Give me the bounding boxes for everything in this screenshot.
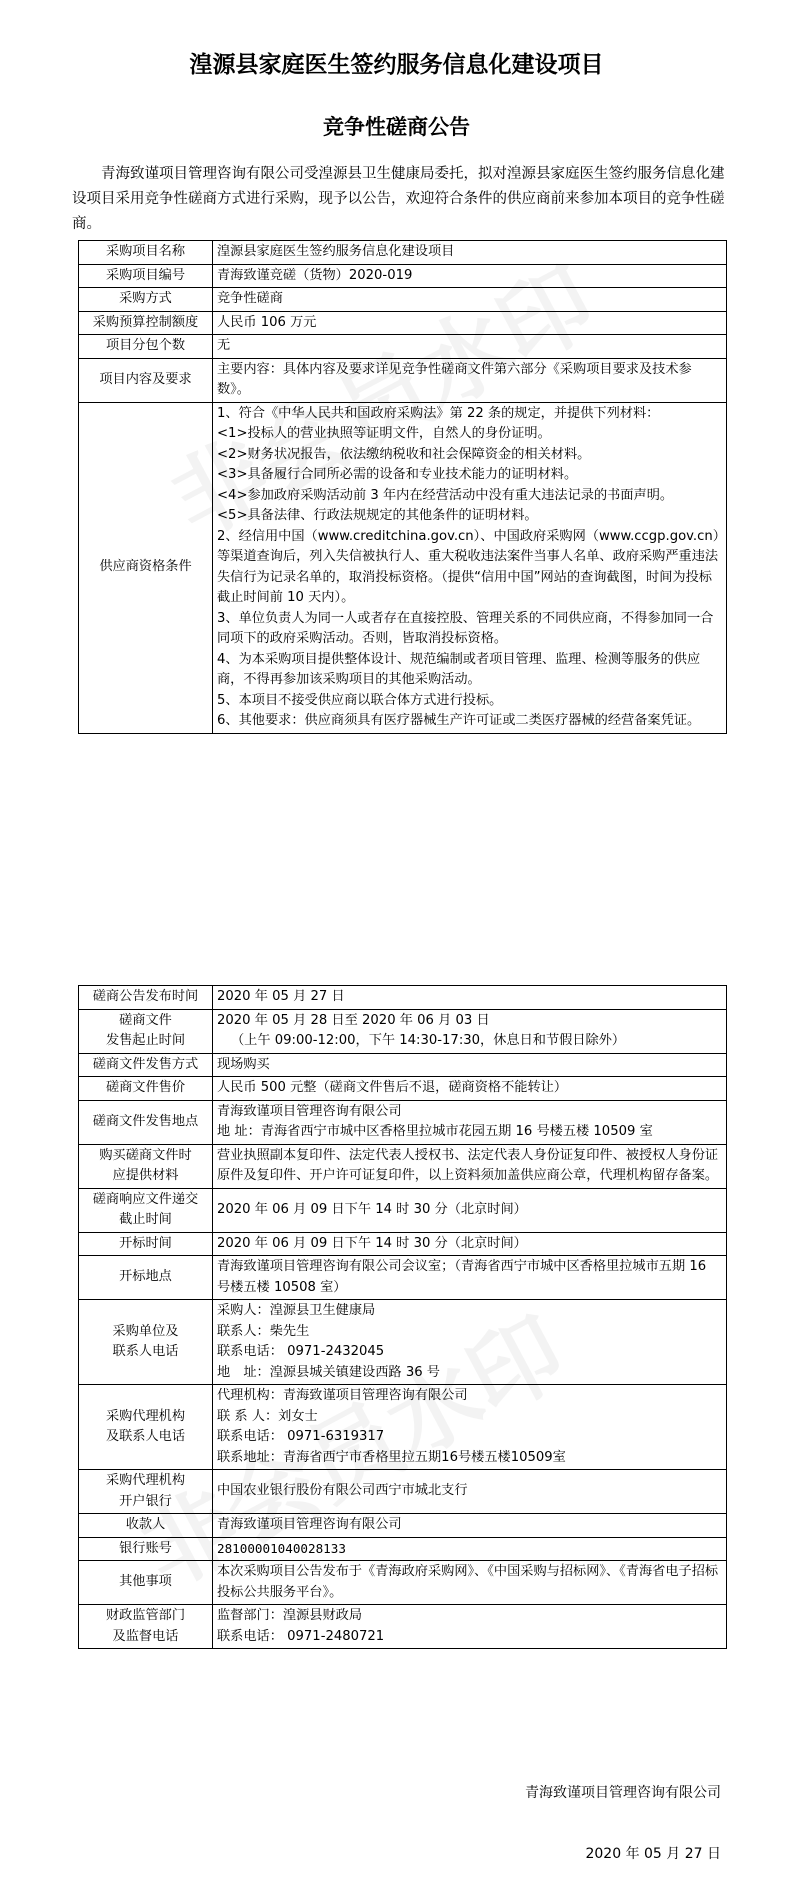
row-label — [79, 1605, 213, 1649]
row-label: 项目内容及要求 — [79, 358, 213, 402]
row-value: 2020 年 06 月 09 日下午 14 时 30 分（北京时间） — [213, 1232, 727, 1256]
value-line: 联系电话： 0971-2480721 — [217, 1628, 385, 1644]
value-line: 青海致谨项目管理咨询有限公司 — [217, 1103, 402, 1119]
document-title: 湟源县家庭医生签约服务信息化建设项目 — [189, 52, 604, 78]
value-line: （上午 09:00-12:00，下午 14:30-17:30，休息日和节假日除外） — [231, 1033, 626, 1048]
label-line: 联系人电话 — [112, 1344, 179, 1359]
table-row — [79, 1514, 727, 1538]
value-line: 监督部门：湟源县财政局 — [217, 1608, 363, 1623]
table-row — [79, 986, 727, 1010]
row-value: 营业执照副本复印件、法定代表人授权书、法定代表人身份证复印件、被授权人身份证原件及复印件、开户许可证复印件，以上资料须加盖供应商公章，代理机构留存备案。 — [213, 1144, 727, 1188]
row-value: 竞争性磋商 — [213, 288, 727, 312]
table-row — [79, 402, 727, 733]
list-item: <1>投标人的营业执照等证明文件，自然人的身份证明。 — [217, 426, 551, 441]
row-value: 现场购买 — [213, 1053, 727, 1077]
row-value: 无 — [213, 335, 727, 359]
table-row — [79, 358, 727, 402]
label-line: 财政监管部门 — [105, 1608, 186, 1623]
signature-date: 2020 年 05 月 27 日 — [585, 1846, 721, 1862]
row-value: 人民币 500 元整（磋商文件售后不退，磋商资格不能转让） — [213, 1077, 727, 1101]
table-row — [79, 1144, 727, 1188]
row-label: 磋商公告发布时间 — [79, 986, 213, 1010]
schedule-table — [78, 985, 727, 1649]
label-line: 磋商响应文件递交 — [92, 1191, 199, 1207]
value-line: 联系电话： 0971-2432045 — [217, 1344, 385, 1359]
row-label: 开标地点 — [79, 1256, 213, 1300]
value-line: 联 系 人：刘女士 — [217, 1408, 318, 1424]
row-label: 磋商文件发售地点 — [79, 1100, 213, 1144]
label-line: 截止时间 — [119, 1212, 172, 1227]
row-label: 其他事项 — [79, 1561, 213, 1605]
label-line: 应提供材料 — [112, 1168, 179, 1183]
row-label: 银行账号 — [79, 1537, 213, 1561]
list-item: 1、符合《中华人民共和国政府采购法》第 22 条的规定，并提供下列材料： — [217, 405, 660, 421]
row-value: 28100001040028133 — [213, 1537, 727, 1561]
list-item: 6、其他要求：供应商须具有医疗器械生产许可证或二类医疗器械的经营备案凭证。 — [217, 713, 701, 728]
table-row — [79, 1300, 727, 1385]
list-item: 3、单位负责人为同一人或者存在直接控股、管理关系的不同供应商，不得参加同一合同项下的政府采购活动。否则，皆取消投标资格。 — [217, 610, 714, 646]
qualification-list — [213, 402, 727, 733]
row-value — [213, 1300, 727, 1385]
row-label: 采购项目编号 — [79, 264, 213, 288]
row-label — [79, 1009, 213, 1053]
row-label: 采购方式 — [79, 288, 213, 312]
row-value: 青海致谨竞磋（货物）2020-019 — [213, 264, 727, 288]
table-row — [79, 335, 727, 359]
value-line: 2020 年 05 月 28 日至 2020 年 06 月 03 日 — [217, 1012, 490, 1028]
value-line: 联系人：柴先生 — [217, 1323, 310, 1339]
value-line: 联系电话： 0971-6319317 — [217, 1429, 385, 1444]
list-item: 5、本项目不接受供应商以联合体方式进行投标。 — [217, 692, 503, 708]
row-value — [213, 1100, 727, 1144]
row-value: 2020 年 06 月 09 日下午 14 时 30 分（北京时间） — [213, 1188, 727, 1232]
row-value: 湟源县家庭医生签约服务信息化建设项目 — [213, 241, 727, 265]
signature-org: 青海致谨项目管理咨询有限公司 — [525, 1785, 721, 1801]
label-line: 采购代理机构 — [105, 1408, 186, 1424]
label-line: 采购代理机构 — [105, 1473, 186, 1488]
row-value: 中国农业银行股份有限公司西宁市城北支行 — [213, 1470, 727, 1514]
row-value — [213, 1605, 727, 1649]
table-row — [79, 1561, 727, 1605]
table-row — [79, 1053, 727, 1077]
list-item: 4、为本采购项目提供整体设计、规范编制或者项目管理、监理、检测等服务的供应商，不得再参加该采购项目的其他采购活动。 — [217, 651, 701, 687]
table-row — [79, 1232, 727, 1256]
table-row — [79, 1009, 727, 1053]
row-label: 项目分包个数 — [79, 335, 213, 359]
table-row — [79, 1537, 727, 1561]
list-item: <5>具备法律、行政法规规定的其他条件的证明材料。 — [217, 508, 538, 523]
row-label — [79, 1300, 213, 1385]
intro-paragraph: 青海致谨项目管理咨询有限公司受湟源县卫生健康局委托，拟对湟源县家庭医生签约服务信息化建设项目采用竞争性磋商方式进行采购，现予以公告，欢迎符合条件的供应商前来参加本项目的竞争性磋商。 — [72, 166, 725, 232]
table-row — [79, 1605, 727, 1649]
value-line: 采购人：湟源县卫生健康局 — [217, 1303, 376, 1318]
list-item: <3>具备履行合同所必需的设备和专业技术能力的证明材料。 — [217, 467, 578, 482]
row-label: 磋商文件售价 — [79, 1077, 213, 1101]
table-row — [79, 264, 727, 288]
row-value: 2020 年 05 月 27 日 — [213, 986, 727, 1010]
row-label: 供应商资格条件 — [79, 402, 213, 733]
row-value: 本次采购项目公告发布于《青海政府采购网》、《中国采购与招标网》、《青海省电子招标投标公共服务平台》。 — [213, 1561, 727, 1605]
value-line: 代理机构：青海致谨项目管理咨询有限公司 — [217, 1388, 468, 1403]
row-value — [213, 1385, 727, 1470]
table-row — [79, 241, 727, 265]
list-item: <2>财务状况报告，依法缴纳税收和社会保障资金的相关材料。 — [217, 446, 591, 462]
label-line: 磋商文件 — [119, 1012, 172, 1028]
row-value: 青海致谨项目管理咨询有限公司 — [213, 1514, 727, 1538]
document-subtitle: 竞争性磋商公告 — [323, 115, 470, 139]
row-label — [79, 1385, 213, 1470]
table-row — [79, 311, 727, 335]
table-row — [79, 1470, 727, 1514]
row-label: 采购项目名称 — [79, 241, 213, 265]
row-value — [213, 1009, 727, 1053]
value-line: 地 址：青海省西宁市城中区香格里拉城市花园五期 16 号楼五楼 10509 室 — [217, 1124, 653, 1139]
row-value: 人民币 106 万元 — [213, 311, 727, 335]
label-line: 购买磋商文件时 — [99, 1147, 192, 1163]
row-label — [79, 1470, 213, 1514]
label-line: 采购单位及 — [112, 1323, 179, 1339]
label-line: 开户银行 — [119, 1493, 172, 1509]
row-label: 磋商文件发售方式 — [79, 1053, 213, 1077]
value-line: 联系地址：青海省西宁市香格里拉五期16号楼五楼10509室 — [217, 1449, 566, 1465]
label-line: 及联系人电话 — [105, 1429, 186, 1444]
label-line: 发售起止时间 — [105, 1033, 186, 1048]
label-line: 及监督电话 — [112, 1628, 179, 1644]
row-label: 采购预算控制额度 — [79, 311, 213, 335]
row-label: 开标时间 — [79, 1232, 213, 1256]
list-item: 2、经信用中国（www.creditchina.gov.cn）、中国政府采购网（www.ccgp.gov.cn）等渠道查询后，列入失信被执行人、重大税收违法案件当事人名单、政府采购严重违法失信行为记录名单的，取消投标资格。（提供“信用中国”网站的查询截图，时间为投标截止时间前 10 天内）。 — [217, 528, 720, 605]
row-label: 收款人 — [79, 1514, 213, 1538]
row-value: 主要内容：具体内容及要求详见竞争性磋商文件第六部分《采购项目要求及技术参数》。 — [213, 358, 727, 402]
table-row — [79, 1385, 727, 1470]
value-line: 地 址：湟源县城关镇建设西路 36 号 — [217, 1364, 440, 1380]
row-value: 青海致谨项目管理咨询有限公司会议室；（青海省西宁市城中区香格里拉城市五期 16 号楼五楼 10508 室） — [213, 1256, 727, 1300]
table-row — [79, 1256, 727, 1300]
project-info-table — [78, 240, 727, 734]
row-label — [79, 1188, 213, 1232]
table-row — [79, 288, 727, 312]
table-row — [79, 1188, 727, 1232]
row-label — [79, 1144, 213, 1188]
table-row — [79, 1100, 727, 1144]
table-row — [79, 1077, 727, 1101]
list-item: <4>参加政府采购活动前 3 年内在经营活动中没有重大违法记录的书面声明。 — [217, 487, 674, 503]
